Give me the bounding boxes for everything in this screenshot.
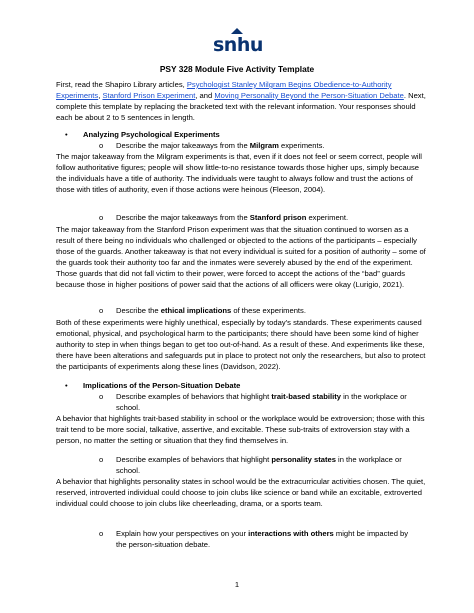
q-pre: Explain how your perspectives on your bbox=[116, 529, 249, 538]
sub-bullet-marker: o bbox=[99, 213, 104, 222]
section2-q1 bbox=[116, 392, 416, 414]
bullet-marker: • bbox=[65, 381, 68, 390]
page-title: PSY 328 Module Five Activity Template bbox=[159, 64, 315, 74]
q-bold: trait-based stability bbox=[271, 392, 341, 401]
link-milgram-article[interactable]: Psychologist Stanley Milgram Begins Obedience-to-Authority Experiments bbox=[56, 80, 392, 100]
section2-answer1: A behavior that highlights trait-based stability in school or the workplace would be extroversion; those with this trait tend to be more social, talkative, assertive, and excitable. These sub-traits of extroversion stay with a person, no matter the setting or situation that they find themselves in. bbox=[56, 414, 425, 445]
page-number: 1 bbox=[234, 580, 240, 589]
q-bold: Stanford prison bbox=[249, 213, 307, 222]
q-bold: personality states bbox=[271, 455, 336, 464]
q-post: in the workplace or school. bbox=[116, 392, 407, 412]
section2-answer2: A behavior that highlights personality states in school would be the extracurricular activities chosen. The quiet, reserved, introverted individual could choose to join clubs like science or band while an excitable, extroverted individual could choose to join clubs like cheerleading, drama, or a sports team. bbox=[56, 477, 426, 508]
sub-bullet-marker: o bbox=[99, 529, 104, 538]
section1-heading: Analyzing Psychological Experiments bbox=[83, 130, 220, 139]
sub-bullet-marker: o bbox=[99, 141, 104, 150]
section1-q3 bbox=[116, 306, 416, 317]
logo-text: snhu bbox=[213, 34, 263, 56]
section1-q1 bbox=[116, 141, 416, 152]
section1-answer3: Both of these experiments were highly unethical, especially by today’s standards. These experiments caused emotional, physical, and psychological harm to the participants; there should have been some kind of higher authority to step in when things began to get too out-of-hand. As a result of these. And experiments like these, there have been alterations and safeguards put in place to protect not only the researchers, but also to protect the participants of experiments along these lines (Davidson, 2022). bbox=[56, 318, 426, 371]
q-post: of these experiments. bbox=[231, 306, 306, 315]
sub-bullet-marker: o bbox=[99, 392, 104, 401]
section1-answer2: The major takeaway from the Stanford Prison experiment was that the situation continued to worsen as a result of there being no individuals who challenged or objected to the actions of the participants – especially those of the guards. Another takeaway is that not every individual is suited for a position of authority – some of the guards took their authority too far and the inmates were severely abused by the end of the experiment. Those guards that did not fall victim to their power, were forced to accept the actions of the “bad” guards because those in higher positions of power said that the actions of all officers were okay (Lurigio, 2021). bbox=[56, 225, 426, 289]
intro-sep2: , and bbox=[195, 90, 215, 100]
q-pre: Describe examples of behaviors that highlight bbox=[116, 455, 272, 464]
bullet-marker: • bbox=[65, 130, 68, 139]
q-post: might be impacted by the person-situation debate. bbox=[116, 529, 409, 549]
section1-answer1: The major takeaway from the Milgram experiments is that, even if it does not feel or seem correct, people will follow authoritative figures; people will show little-to-no resistance towards those higher ups, simply because the individuals have a title of authority. The individuals were taught to always follow and trust the actions of those with titles of authority, even if those actions were heinous (Fleeson, 2004). bbox=[56, 152, 422, 194]
intro-pre: First, read the Shapiro Library articles, bbox=[56, 80, 187, 89]
section1-q2 bbox=[116, 213, 416, 224]
intro-paragraph bbox=[56, 80, 426, 124]
section2-q2 bbox=[116, 455, 416, 477]
link-personality-article[interactable]: Moving Personality Beyond the Person-Situation Debate bbox=[214, 90, 404, 100]
q-post: experiment. bbox=[306, 213, 349, 222]
section2-q3 bbox=[116, 529, 416, 551]
snhu-logo bbox=[213, 28, 261, 60]
q-post: experiments. bbox=[278, 141, 325, 150]
q-pre: Describe examples of behaviors that highlight bbox=[116, 392, 272, 401]
intro-post: . Next, complete this template by replacing the bracketed text with the relevant information. Your responses should each be about 2 to 5 sentences in length. bbox=[56, 90, 426, 122]
q-pre: Describe the bbox=[116, 306, 161, 315]
q-pre: Describe the major takeaways from the bbox=[116, 213, 250, 222]
q-post: in the workplace or school. bbox=[116, 455, 402, 475]
sub-bullet-marker: o bbox=[99, 306, 104, 315]
q-bold: ethical implications bbox=[160, 306, 232, 315]
q-bold: interactions with others bbox=[248, 529, 334, 538]
link-stanford-article[interactable]: Stanford Prison Experiment bbox=[102, 90, 196, 100]
sub-bullet-marker: o bbox=[99, 455, 104, 464]
section2-heading: Implications of the Person-Situation Debate bbox=[83, 381, 241, 390]
q-bold: Milgram bbox=[249, 141, 279, 150]
q-pre: Describe the major takeaways from the bbox=[116, 141, 250, 150]
intro-sep1: , bbox=[98, 90, 103, 100]
